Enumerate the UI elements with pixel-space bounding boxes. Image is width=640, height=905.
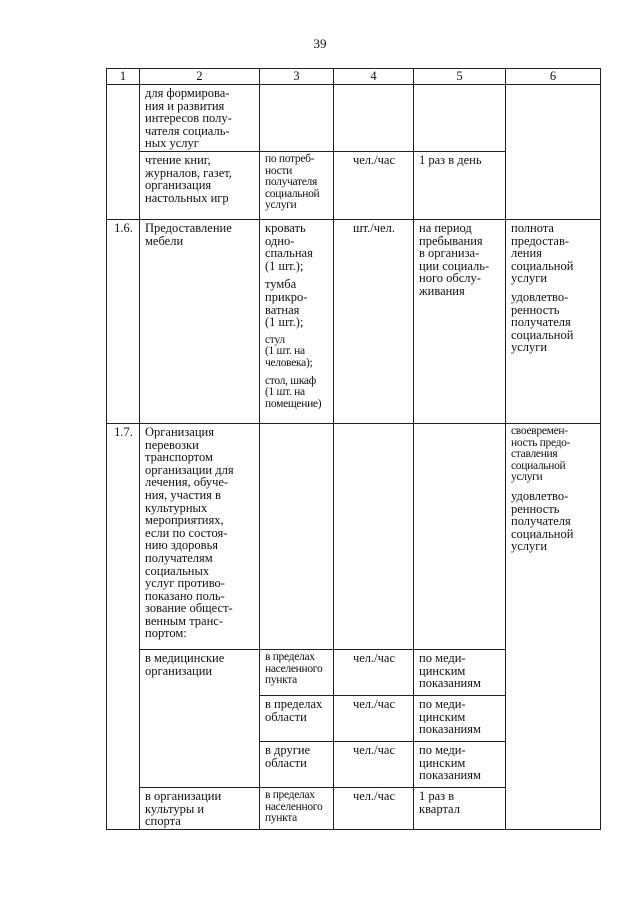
volume-cell: в пределах населенного пункта bbox=[260, 787, 334, 829]
frequency-cell: по меди- цинским показаниям bbox=[414, 649, 506, 695]
row-number-cell: 1.6. bbox=[107, 219, 140, 423]
table-row bbox=[107, 85, 601, 152]
frequency-cell: 1 раз в квартал bbox=[414, 787, 506, 829]
indicator-item: удовлетво- ренность получателя социальной услуги bbox=[511, 488, 574, 554]
unit-cell: чел./час bbox=[334, 787, 414, 829]
column-header: 6 bbox=[506, 69, 601, 85]
frequency-cell: по меди- цинским показаниям bbox=[414, 741, 506, 787]
unit-cell: чел./час bbox=[334, 741, 414, 787]
service-name-cell: для формирова- ния и развития интересов полу- чателя социаль- ных услуг bbox=[140, 85, 260, 152]
column-header: 5 bbox=[414, 69, 506, 85]
service-name-cell: Предоставление мебели bbox=[140, 219, 260, 423]
volume-cell bbox=[260, 423, 334, 649]
volume-item: тумба прикро- ватная (1 шт.); bbox=[265, 277, 308, 330]
table-row bbox=[107, 423, 601, 649]
volume-cell: в пределах населенного пункта bbox=[260, 649, 334, 695]
unit-cell: чел./час bbox=[334, 695, 414, 741]
indicator-item: полнота предостав- ления социальной услуги bbox=[511, 220, 574, 286]
column-header: 1 bbox=[107, 69, 140, 85]
indicator-cell bbox=[506, 219, 601, 423]
unit-cell: чел./час bbox=[334, 151, 414, 219]
indicator-cell bbox=[506, 85, 601, 220]
service-name-cell: Организация перевозки транспортом организации для лечения, обуче- ния, участия в культурных мероприятиях, если по состоя- нию здоровья получателям социальных услуг противо- показано поль- зование общест- венным транс- портом: bbox=[140, 423, 260, 649]
row-number-cell bbox=[107, 85, 140, 220]
unit-cell: чел./час bbox=[334, 649, 414, 695]
service-name-cell: в медицинские организации bbox=[140, 649, 260, 787]
column-header: 3 bbox=[260, 69, 334, 85]
frequency-cell bbox=[414, 423, 506, 649]
volume-cell bbox=[260, 85, 334, 152]
volume-cell: в пределах области bbox=[260, 695, 334, 741]
indicator-cell bbox=[506, 423, 601, 829]
service-name-cell: чтение книг, журналов, газет, организация настольных игр bbox=[140, 151, 260, 219]
table-header-row bbox=[107, 69, 601, 85]
service-name-cell: в организации культуры и спорта bbox=[140, 787, 260, 829]
row-number-cell: 1.7. bbox=[107, 423, 140, 829]
volume-item: кровать одно- спальная (1 шт.); bbox=[265, 220, 313, 273]
frequency-cell: на период пребывания в организа- ции социаль- ного обслу- живания bbox=[414, 219, 506, 423]
indicator-item: удовлетво- ренность получателя социальной услуги bbox=[511, 289, 574, 355]
volume-item: стол, шкаф (1 шт. на помещение) bbox=[265, 374, 322, 410]
volume-cell bbox=[260, 219, 334, 423]
services-table bbox=[106, 68, 601, 830]
frequency-cell: по меди- цинским показаниям bbox=[414, 695, 506, 741]
volume-item: стул (1 шт. на человека); bbox=[265, 333, 313, 369]
page-number: 39 bbox=[313, 36, 327, 51]
indicator-item: своевремен- ность предо- ставления социальной услуги bbox=[511, 424, 571, 484]
table-row bbox=[107, 219, 601, 423]
frequency-cell: 1 раз в день bbox=[414, 151, 506, 219]
column-header: 2 bbox=[140, 69, 260, 85]
unit-cell bbox=[334, 85, 414, 152]
frequency-cell bbox=[414, 85, 506, 152]
unit-cell bbox=[334, 423, 414, 649]
volume-cell: в другие области bbox=[260, 741, 334, 787]
unit-cell: шт./чел. bbox=[334, 219, 414, 423]
column-header: 4 bbox=[334, 69, 414, 85]
volume-cell: по потреб- ности получателя социальной услуги bbox=[260, 151, 334, 219]
